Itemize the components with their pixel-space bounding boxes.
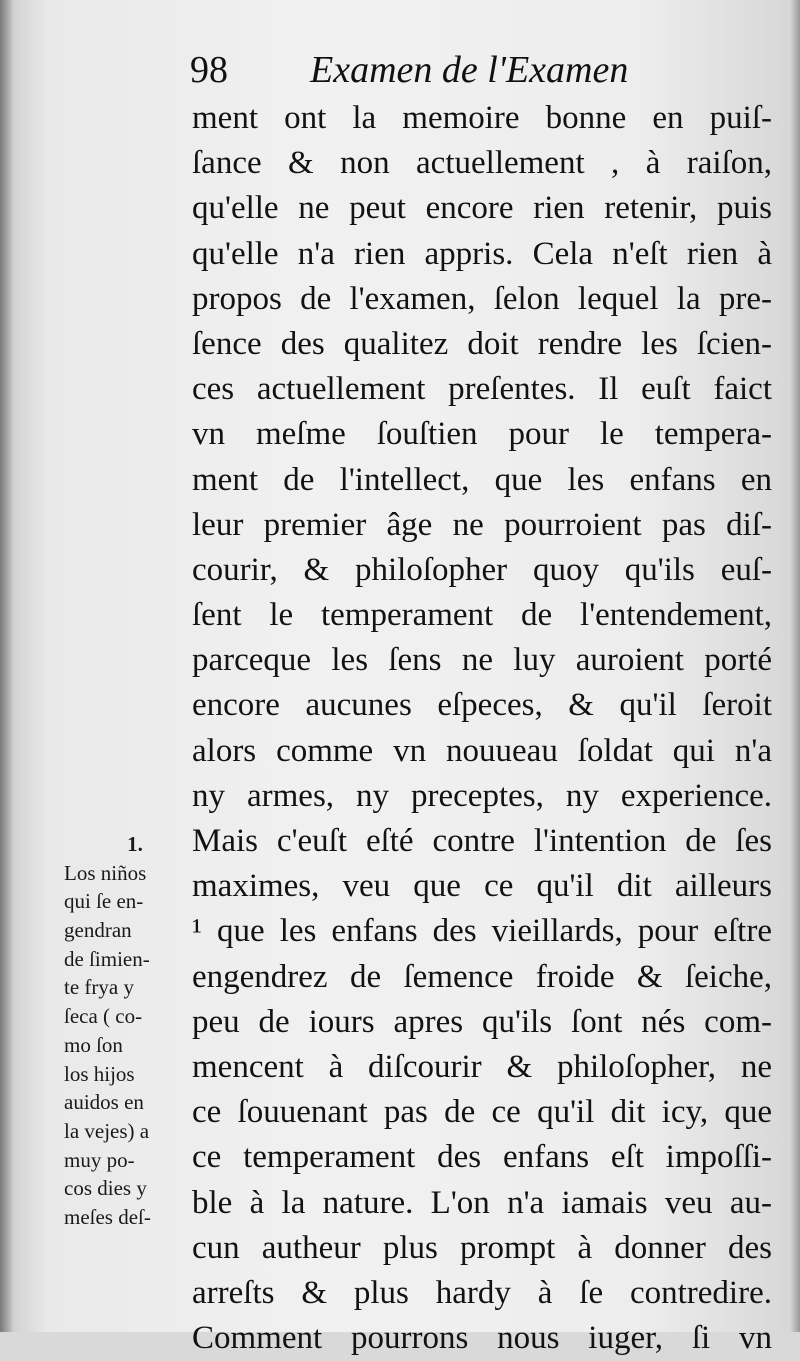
text-line: ¹ que les enfans des vieillards, pour eſtre: [192, 913, 772, 950]
page-header: [190, 44, 670, 96]
text-line: maximes, veu que ce qu'il dit ailleurs: [192, 868, 772, 905]
margin-note-line: de ſimien-: [64, 946, 150, 971]
text-line: propos de l'examen, ſelon lequel la pre-: [192, 280, 772, 317]
text-line: courir, & philoſopher quoy qu'ils euſ-: [192, 551, 772, 588]
text-line: qu'elle n'a rien appris. Cela n'eſt rien à: [192, 235, 772, 272]
text-line: ble à la nature. L'on n'a iamais veu au-: [192, 1184, 772, 1221]
text-line: vn meſme ſouſtien pour le tempera-: [192, 416, 772, 453]
text-line: ſent le temperament de l'entendement,: [192, 597, 772, 634]
main-text-block: [192, 96, 772, 1361]
margin-note-line: qui ſe en-: [64, 889, 144, 914]
margin-note: [64, 830, 186, 1232]
text-line: Mais c'euſt eſté contre l'intention de ſes: [192, 823, 772, 859]
text-line: ſence des qualitez doit rendre les ſcien-: [192, 325, 772, 362]
margin-note-line: auidos en: [64, 1090, 144, 1115]
text-line: encore aucunes eſpeces, & qu'il ſeroit: [192, 687, 772, 724]
running-title: Examen de l'Examen: [310, 49, 629, 91]
margin-note-line: muy po-: [64, 1147, 135, 1172]
text-line: Comment pourrons nous iuger, ſi vn: [192, 1320, 772, 1357]
margin-note-line: Los niños: [64, 860, 147, 885]
text-line: ce temperament des enfans eſt impoſſi-: [192, 1139, 772, 1176]
page-edge-shadow: [790, 0, 800, 1332]
margin-note-line: te frya y: [64, 975, 134, 1000]
text-line: ce ſouuenant pas de ce qu'il dit icy, que: [192, 1094, 772, 1131]
page-number: 98: [190, 49, 228, 91]
margin-note-line: mo ſon: [64, 1032, 123, 1057]
gutter-shadow: [0, 0, 14, 1332]
text-line: leur premier âge ne pourroient pas diſ-: [192, 506, 772, 543]
text-line: parceque les ſens ne luy auroient porté: [192, 642, 772, 679]
margin-note-line: los hijos: [64, 1061, 135, 1086]
margin-note-line: cos dies y: [64, 1176, 147, 1201]
text-line: ment de l'intellect, que les enfans en: [192, 461, 772, 498]
margin-note-line: meſes deſ-: [64, 1204, 151, 1229]
text-line: ces actuellement preſentes. Il euſt faict: [192, 371, 772, 408]
text-line: ny armes, ny preceptes, ny experience.: [192, 777, 772, 814]
text-line: mencent à diſcourir & philoſopher, ne: [192, 1048, 772, 1085]
text-line: engendrez de ſemence froide & ſeiche,: [192, 958, 772, 995]
margin-note-line: gendran: [64, 918, 132, 943]
text-line: ment ont la memoire bonne en puiſ-: [192, 100, 772, 136]
text-line: ſance & non actuellement , à raiſon,: [192, 145, 772, 182]
margin-note-line: la vejes) a: [64, 1118, 150, 1143]
text-line: arreſts & plus hardy à ſe contredire.: [192, 1274, 772, 1311]
text-line: alors comme vn nouueau ſoldat qui n'a: [192, 732, 772, 769]
margin-note-line: ſeca ( co-: [64, 1004, 143, 1029]
margin-note-number: 1.: [127, 832, 143, 856]
text-line: qu'elle ne peut encore rien retenir, puis: [192, 190, 772, 227]
text-line: peu de iours apres qu'ils ſont nés com-: [192, 1003, 772, 1040]
text-line: cun autheur plus prompt à donner des: [192, 1229, 772, 1266]
